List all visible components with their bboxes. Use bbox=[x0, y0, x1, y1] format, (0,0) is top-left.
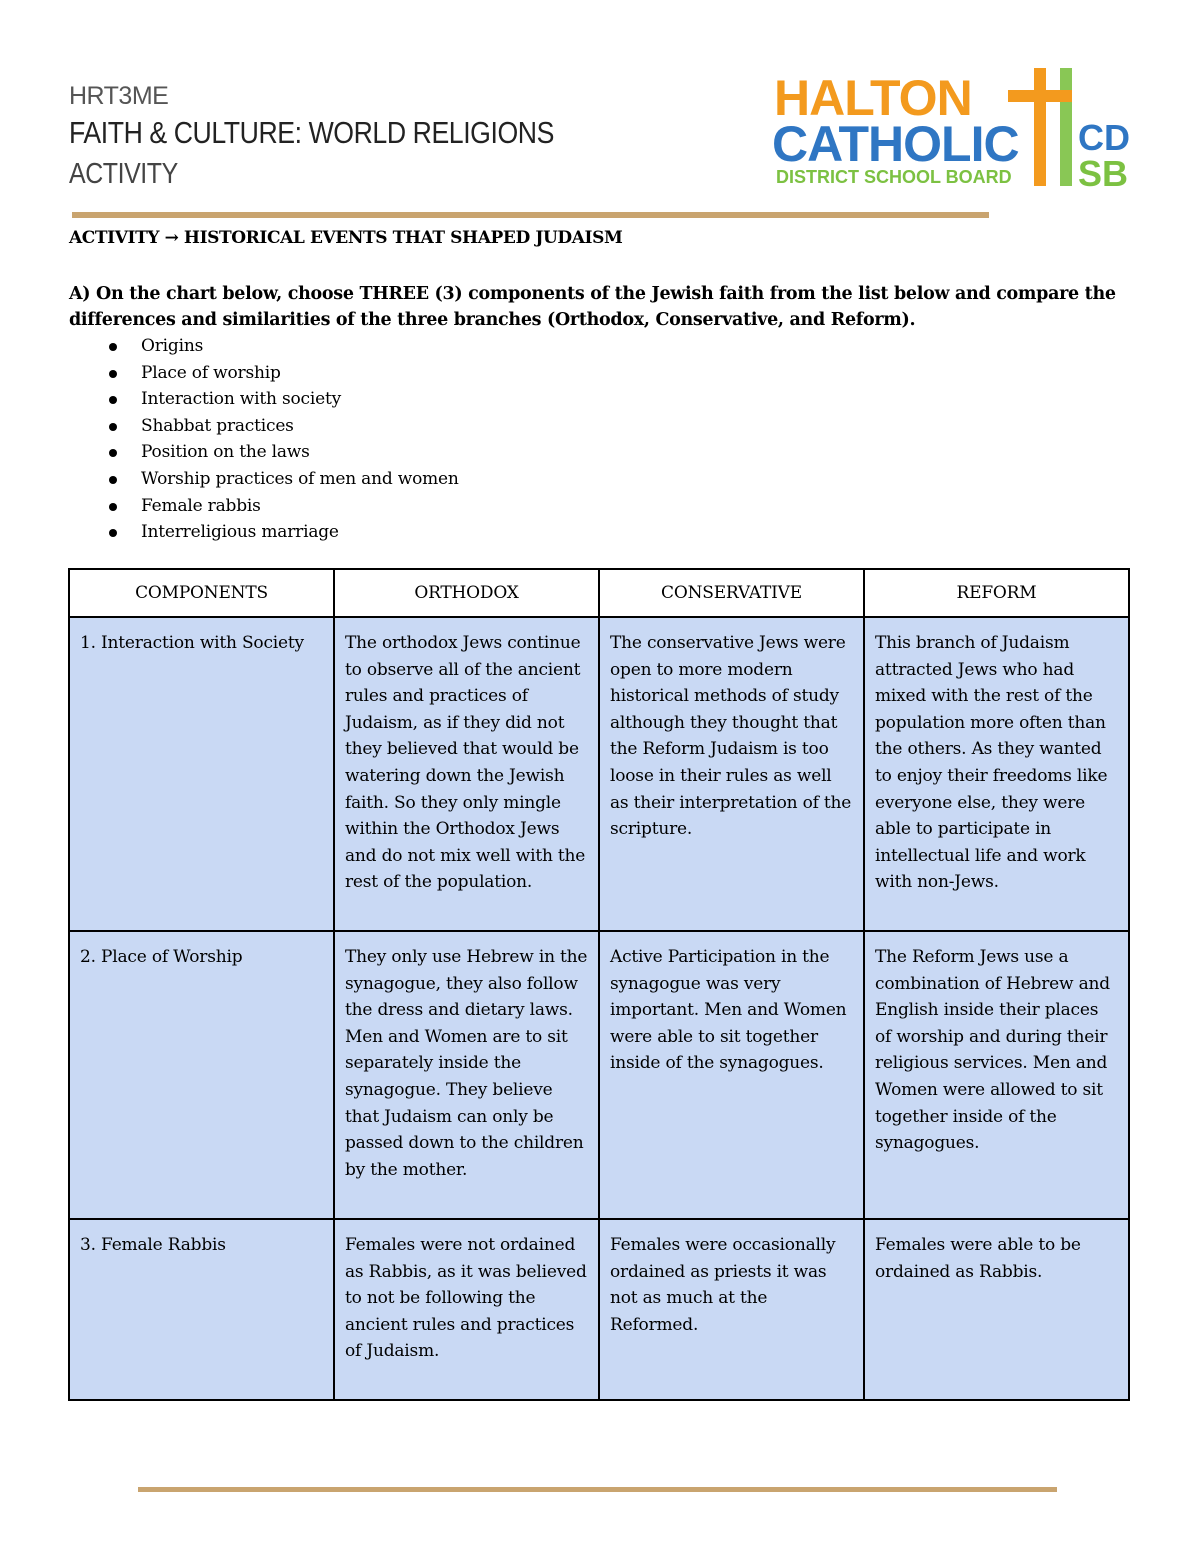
cell-orthodox: The orthodox Jews continue to observe all of the ancient rules and practices of Judaism, as if they did not they believed that would be watering down the Jewish faith. So they only mingle within the Orthodox Jews and do not mix well with the rest of the population. bbox=[334, 617, 599, 931]
list-item: Position on the laws bbox=[105, 439, 459, 466]
cell-conservative: The conservative Jews were open to more modern historical methods of study although they thought that the Reform Judaism is too loose in their rules as well as their interpretation of the scripture. bbox=[599, 617, 864, 931]
footer-divider bbox=[138, 1487, 1057, 1492]
document-type: ACTIVITY bbox=[69, 158, 178, 190]
header-divider bbox=[72, 212, 989, 218]
cell-component: 2. Place of Worship bbox=[69, 931, 334, 1219]
list-item: Place of worship bbox=[105, 360, 459, 387]
comparison-table bbox=[68, 568, 1130, 1401]
bullet-icon bbox=[109, 503, 117, 511]
bullet-icon bbox=[109, 476, 117, 484]
table-row bbox=[69, 617, 1129, 931]
table-row bbox=[69, 931, 1129, 1219]
logo-abbr-sb: SB bbox=[1078, 153, 1129, 194]
logo-cross-icon bbox=[1034, 68, 1046, 186]
components-list bbox=[105, 333, 459, 546]
bullet-icon bbox=[109, 529, 117, 537]
header-reform: REFORM bbox=[864, 569, 1129, 617]
cell-reform: This branch of Judaism attracted Jews who had mixed with the rest of the population more often than the others. As they wanted to enjoy their freedoms like everyone else, they were able to participate in intellectual life and work with non-Jews. bbox=[864, 617, 1129, 931]
list-item: Worship practices of men and women bbox=[105, 466, 459, 493]
cell-orthodox: They only use Hebrew in the synagogue, they also follow the dress and dietary laws. Men and Women are to sit separately inside the synagogue. They believe that Judaism can only be passed down to the children by the mother. bbox=[334, 931, 599, 1219]
logo-line-catholic: CATHOLIC bbox=[772, 116, 1019, 172]
cell-component: 3. Female Rabbis bbox=[69, 1219, 334, 1400]
cell-conservative: Females were occasionally ordained as priests it was not as much at the Reformed. bbox=[599, 1219, 864, 1400]
list-item: Female rabbis bbox=[105, 493, 459, 520]
instructions: A) On the chart below, choose THREE (3) components of the Jewish faith from the list below and compare the differences and similarities of the three branches (Orthodox, Conservative, and Reform). bbox=[69, 284, 1116, 330]
cell-reform: The Reform Jews use a combination of Hebrew and English inside their places of worship and during their religious services. Men and Women were allowed to sit together inside of the synagogues. bbox=[864, 931, 1129, 1219]
bullet-icon bbox=[109, 449, 117, 457]
table-header-row bbox=[69, 569, 1129, 617]
logo-line-board: DISTRICT SCHOOL BOARD bbox=[776, 167, 1012, 187]
list-item: Shabbat practices bbox=[105, 413, 459, 440]
header-conservative: CONSERVATIVE bbox=[599, 569, 864, 617]
cell-orthodox: Females were not ordained as Rabbis, as it was believed to not be following the ancient rules and practices of Judaism. bbox=[334, 1219, 599, 1400]
school-board-logo bbox=[772, 68, 1132, 193]
course-title: FAITH & CULTURE: WORLD RELIGIONS bbox=[69, 115, 554, 150]
cell-reform: Females were able to be ordained as Rabbis. bbox=[864, 1219, 1129, 1400]
logo-cross-arm bbox=[1008, 90, 1072, 102]
list-item: Origins bbox=[105, 333, 459, 360]
logo-line-halton: HALTON bbox=[774, 70, 972, 126]
cell-component: 1. Interaction with Society bbox=[69, 617, 334, 931]
logo-abbr-cd: CD bbox=[1078, 117, 1130, 158]
bullet-icon bbox=[109, 396, 117, 404]
cell-conservative: Active Participation in the synagogue was very important. Men and Women were able to sit together inside of the synagogues. bbox=[599, 931, 864, 1219]
table-row bbox=[69, 1219, 1129, 1400]
bullet-icon bbox=[109, 343, 117, 351]
bullet-icon bbox=[109, 423, 117, 431]
header-components: COMPONENTS bbox=[69, 569, 334, 617]
list-item: Interaction with society bbox=[105, 386, 459, 413]
list-item: Interreligious marriage bbox=[105, 519, 459, 546]
logo-cross-green-bar bbox=[1060, 68, 1072, 186]
course-code: HRT3ME bbox=[69, 82, 169, 110]
activity-heading: ACTIVITY → HISTORICAL EVENTS THAT SHAPED JUDAISM bbox=[69, 228, 623, 248]
bullet-icon bbox=[109, 370, 117, 378]
header-orthodox: ORTHODOX bbox=[334, 569, 599, 617]
